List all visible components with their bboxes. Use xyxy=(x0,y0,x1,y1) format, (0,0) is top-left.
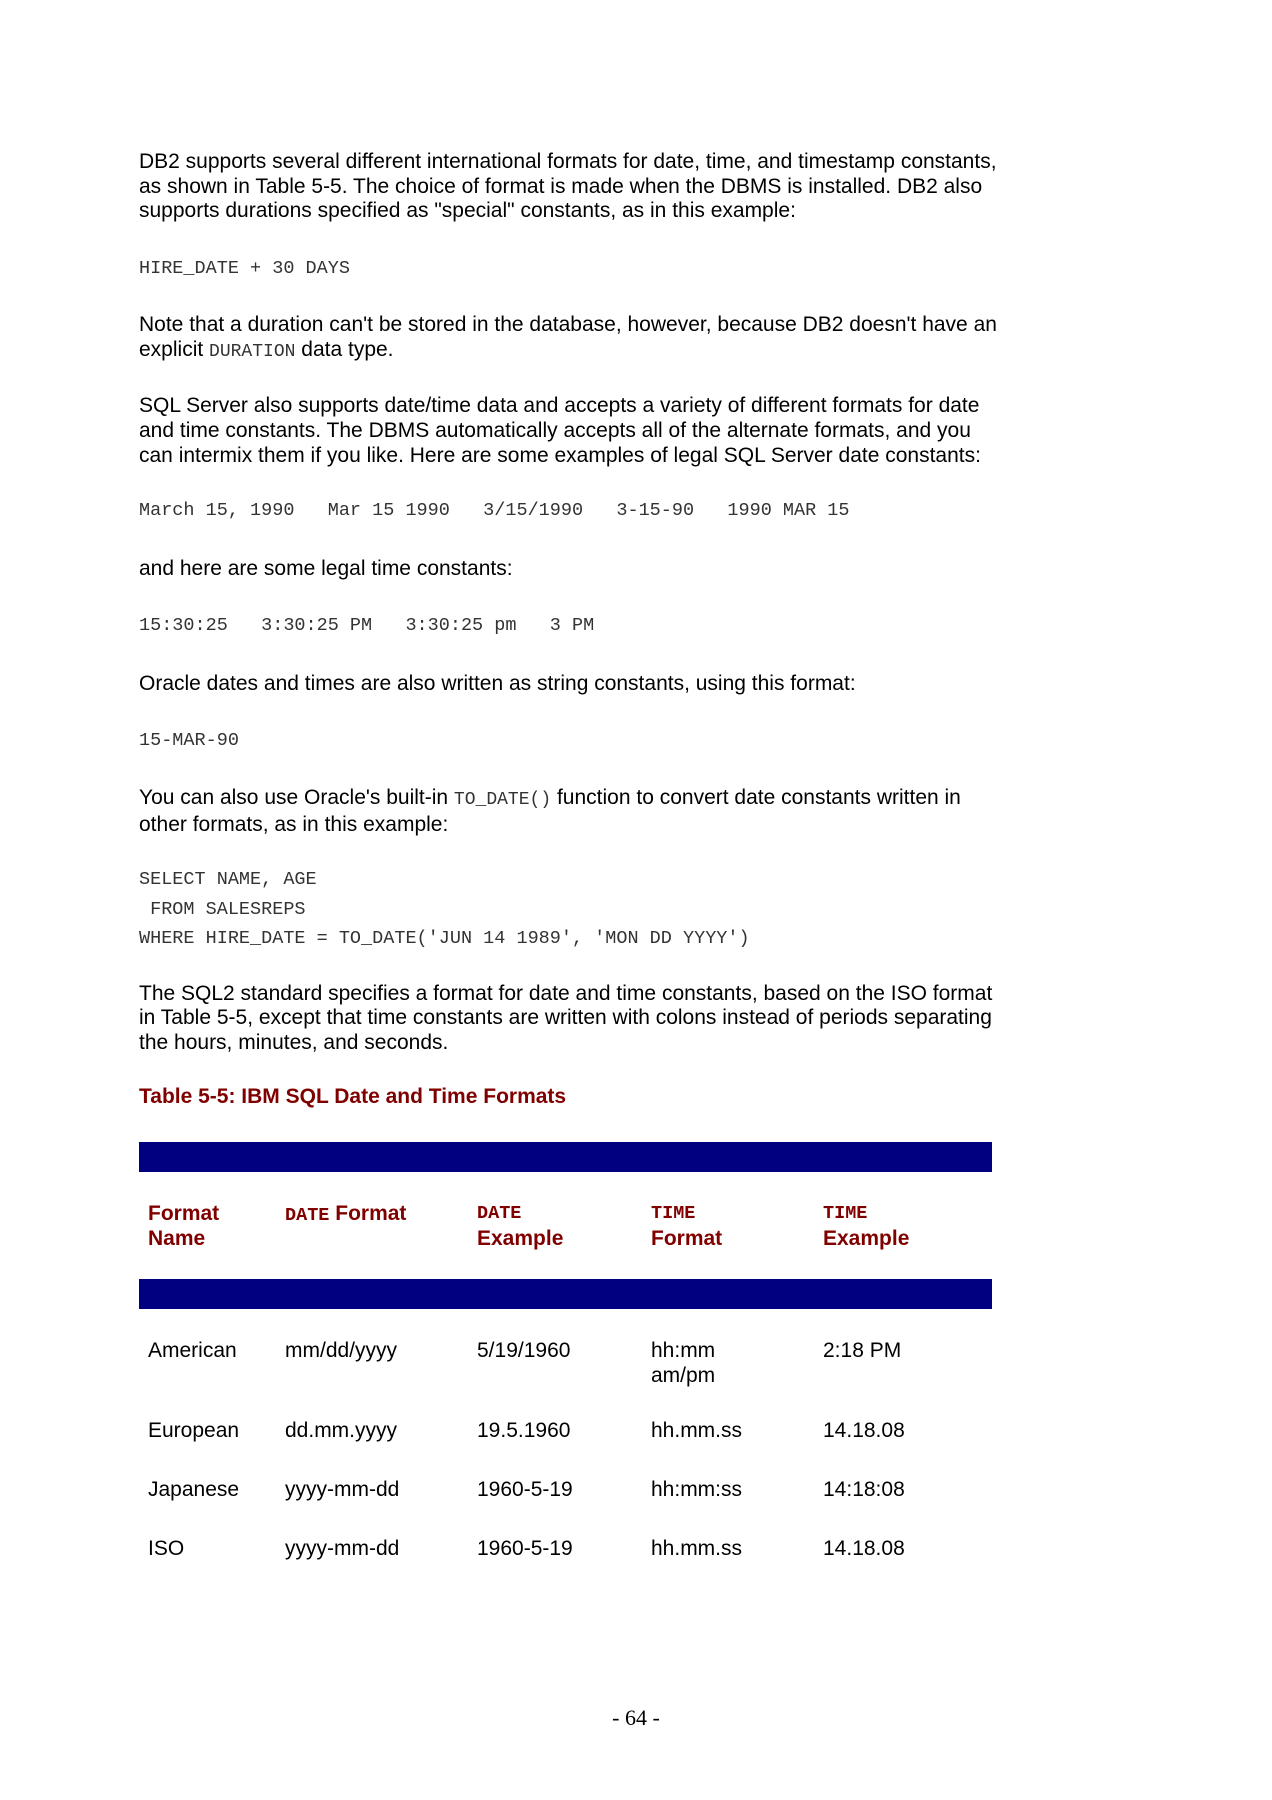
table-row xyxy=(139,1537,992,1577)
cell-time-format: hh.mm.ss xyxy=(651,1419,743,1443)
paragraph-to-date xyxy=(139,786,999,837)
document-page xyxy=(139,150,999,1577)
code-sql-server-dates: March 15, 1990 Mar 15 1990 3/15/1990 3-15-90 1990 MAR 15 xyxy=(139,500,850,522)
table-header-band-bottom xyxy=(139,1279,992,1309)
cell-date-example: 1960-5-19 xyxy=(477,1478,573,1502)
cell-date-format: yyyy-mm-dd xyxy=(285,1478,400,1502)
table-caption: Table 5-5: IBM SQL Date and Time Formats xyxy=(139,1085,567,1109)
cell-time-format xyxy=(642,1339,814,1398)
paragraph-duration-note-pre: Note that a duration can't be stored in the database, however, because DB2 doesn't have an explicit xyxy=(139,313,997,361)
cell-time-format: hh:mm:ss xyxy=(651,1478,743,1502)
cell-time-format: hh.mm.ss xyxy=(651,1537,743,1561)
header-code: DATE xyxy=(285,1205,330,1227)
paragraph-duration-note xyxy=(139,313,999,364)
cell-date-example: 5/19/1960 xyxy=(477,1339,571,1363)
cell-date-format: dd.mm.yyyy xyxy=(285,1419,398,1443)
header-code: DATE xyxy=(477,1203,522,1225)
paragraph-duration-note-post: data type. xyxy=(295,337,394,361)
paragraph-db2-formats: DB2 supports several different international formats for date, time, and timestamp constants, as shown in Table 5-5. The choice of format is made when the DBMS is installed. DB2 also supports durations specified as "special" constants, as in this example: xyxy=(139,150,997,223)
header-time-format xyxy=(642,1202,814,1249)
cell-format-name: ISO xyxy=(148,1537,185,1561)
inline-code-to-date: TO_DATE() xyxy=(453,789,552,810)
code-hire-date-duration: HIRE_DATE + 30 DAYS xyxy=(139,257,350,279)
header-text: Format xyxy=(651,1227,723,1250)
header-date-format xyxy=(276,1202,468,1249)
cell-time-example: 14.18.08 xyxy=(823,1419,905,1443)
header-date-example xyxy=(468,1202,642,1249)
cell-time-format-line: am/pm xyxy=(651,1364,716,1387)
header-text: Format xyxy=(329,1202,407,1226)
header-text: Example xyxy=(477,1227,564,1250)
header-code: TIME xyxy=(651,1203,696,1225)
paragraph-time-constants: and here are some legal time constants: xyxy=(139,556,513,580)
code-oracle-date: 15-MAR-90 xyxy=(139,730,239,752)
cell-date-format: yyyy-mm-dd xyxy=(285,1537,400,1561)
page-number: - 64 - xyxy=(612,1705,660,1730)
header-text: Format xyxy=(148,1202,220,1226)
cell-format-name: Japanese xyxy=(148,1478,240,1502)
paragraph-sql-server: SQL Server also supports date/time data and accepts a variety of different formats for date and time constants. The DBMS automatically accepts all of the alternate formats, and you can intermix them if you like. Here are some examples of legal SQL Server date constants: xyxy=(139,394,981,467)
paragraph-sql2-standard: The SQL2 standard specifies a format for date and time constants, based on the ISO format in Table 5-5, except that time constants are written with colons instead of periods separating the hours, minutes, and seconds. xyxy=(139,981,993,1054)
cell-time-format-line: hh:mm xyxy=(651,1339,716,1363)
cell-time-example: 2:18 PM xyxy=(823,1339,902,1363)
header-text: Name xyxy=(148,1227,206,1250)
cell-time-example: 14.18.08 xyxy=(823,1537,905,1561)
paragraph-to-date-pre: You can also use Oracle's built-in xyxy=(139,785,454,809)
header-text: Example xyxy=(823,1227,910,1250)
header-format-name xyxy=(139,1202,276,1249)
cell-date-example: 19.5.1960 xyxy=(477,1419,571,1443)
cell-time-example: 14:18:08 xyxy=(823,1478,905,1502)
code-select-example xyxy=(139,865,999,954)
code-line: SELECT NAME, AGE xyxy=(139,869,317,891)
code-line: FROM SALESREPS xyxy=(139,898,306,920)
table-header-band-top xyxy=(139,1142,992,1172)
table-header-row xyxy=(139,1172,992,1279)
paragraph-to-date-post: function to convert date constants written in other formats, as in this example: xyxy=(139,785,961,836)
table-row xyxy=(139,1419,992,1478)
header-time-example xyxy=(814,1202,992,1249)
table-row xyxy=(139,1339,992,1398)
cell-format-name: American xyxy=(148,1339,237,1363)
cell-date-format: mm/dd/yyyy xyxy=(285,1339,398,1363)
header-code: TIME xyxy=(823,1203,868,1225)
code-time-constants: 15:30:25 3:30:25 PM 3:30:25 pm 3 PM xyxy=(139,615,595,637)
table-row xyxy=(139,1478,992,1537)
code-line: WHERE HIRE_DATE = TO_DATE('JUN 14 1989', 'MON DD YYYY') xyxy=(139,928,750,950)
inline-code-duration: DURATION xyxy=(209,341,296,362)
paragraph-oracle-dates: Oracle dates and times are also written as string constants, using this format: xyxy=(139,671,856,695)
cell-format-name: European xyxy=(148,1419,240,1443)
cell-date-example: 1960-5-19 xyxy=(477,1537,573,1561)
formats-table xyxy=(139,1142,992,1577)
